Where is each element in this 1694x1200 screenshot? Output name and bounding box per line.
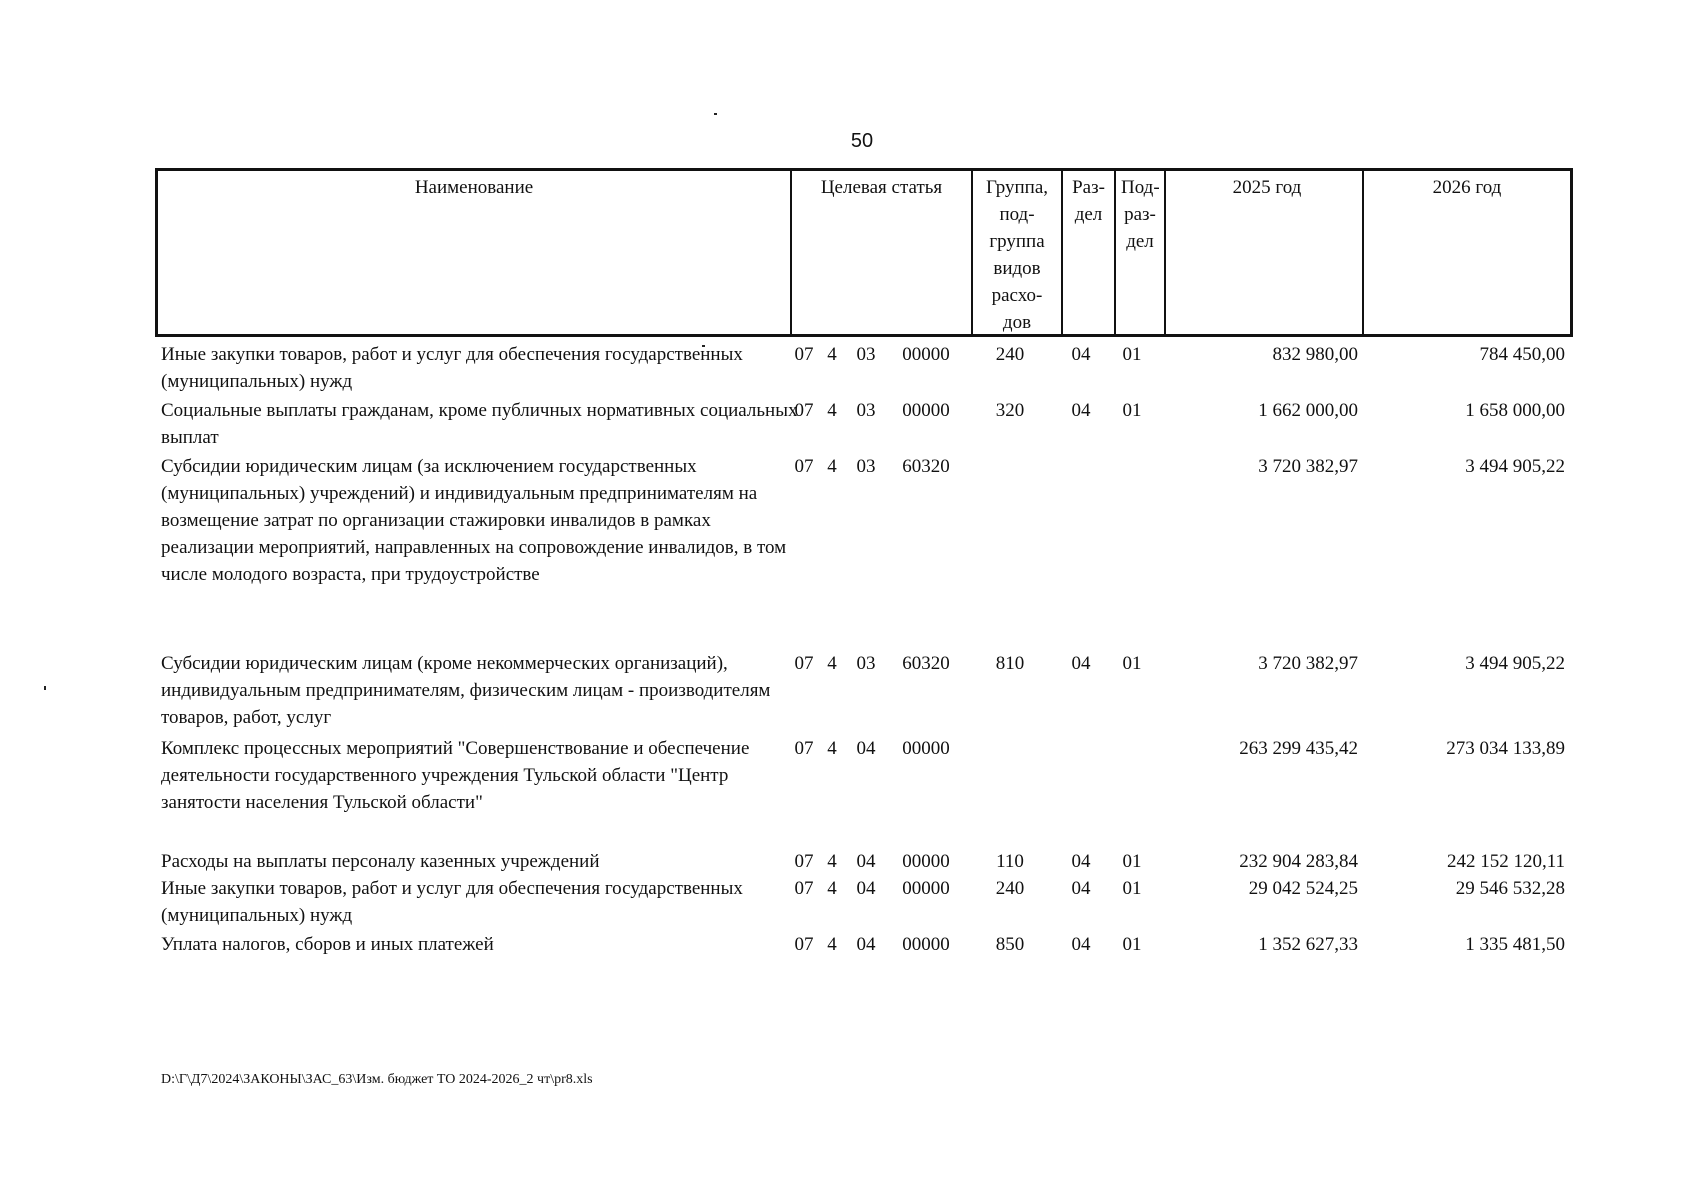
row-razdel: 04 xyxy=(1071,878,1091,899)
row-2025: 263 299 435,42 xyxy=(1239,738,1358,759)
file-path-footer: D:\Г\Д7\2024\ЗАКОНЫ\ЗАС_63\Изм. бюджет ТО 2024-2026_2 чт\pr8.xls xyxy=(161,1072,593,1087)
row-target-direction: 60320 xyxy=(902,456,950,477)
row-target-direction: 00000 xyxy=(902,344,950,365)
row-2025: 3 720 382,97 xyxy=(1258,456,1358,477)
row-group: 240 xyxy=(995,344,1025,365)
row-podrazdel: 01 xyxy=(1122,934,1142,955)
row-target-type: 4 xyxy=(827,738,837,759)
scan-speck xyxy=(714,113,717,115)
row-name: Иные закупки товаров, работ и услуг для обеспечения государственных (муниципальных) нужд xyxy=(161,878,743,926)
row-target-direction: 00000 xyxy=(902,400,950,421)
row-2026: 29 546 532,28 xyxy=(1455,878,1565,899)
row-target-structure: 03 xyxy=(856,653,876,674)
row-target-program: 07 xyxy=(794,738,814,759)
row-podrazdel: 01 xyxy=(1122,344,1142,365)
header-group: Группа, под- группа видов расхо- дов xyxy=(971,171,1061,334)
row-podrazdel: 01 xyxy=(1122,400,1142,421)
row-2025: 832 980,00 xyxy=(1272,344,1358,365)
row-target-type: 4 xyxy=(827,878,837,899)
row-target-structure: 03 xyxy=(856,456,876,477)
row-2026: 3 494 905,22 xyxy=(1465,653,1565,674)
row-group: 810 xyxy=(995,653,1025,674)
row-2026: 1 335 481,50 xyxy=(1465,934,1565,955)
row-group: 850 xyxy=(995,934,1025,955)
row-target-type: 4 xyxy=(827,653,837,674)
row-target-structure: 03 xyxy=(856,344,876,365)
row-target-direction: 60320 xyxy=(902,653,950,674)
row-group: 240 xyxy=(995,878,1025,899)
row-name: Субсидии юридическим лицам (кроме некоммерческих организаций), индивидуальным предпринимателям, физическим лицам - производителям товаров, работ, услуг xyxy=(161,653,771,728)
row-2025: 1 662 000,00 xyxy=(1258,400,1358,421)
row-2026: 242 152 120,11 xyxy=(1446,851,1565,872)
header-2026: 2026 год xyxy=(1362,171,1570,334)
row-target-structure: 04 xyxy=(856,878,876,899)
row-name: Социальные выплаты гражданам, кроме публичных нормативных социальных выплат xyxy=(161,400,798,448)
row-2026: 1 658 000,00 xyxy=(1465,400,1565,421)
row-name: Иные закупки товаров, работ и услуг для обеспечения государственных (муниципальных) нужд xyxy=(161,344,743,392)
header-2025: 2025 год xyxy=(1164,171,1368,334)
row-name: Комплекс процессных мероприятий "Совершенствование и обеспечение деятельности государственного учреждения Тульской области "Центр занятости населения Тульской области" xyxy=(161,738,750,813)
row-target-structure: 04 xyxy=(856,738,876,759)
row-razdel: 04 xyxy=(1071,653,1091,674)
row-target-type: 4 xyxy=(827,851,837,872)
row-name: Субсидии юридическим лицам (за исключением государственных (муниципальных) учреждений) и индивидуальным предпринимателям на возмещение затрат по организации стажировки инвалидов в рамках реализации мероприятий, направленных на сопровождение инвалидов, в том числе молодого возраста, при трудоустройстве xyxy=(161,456,787,585)
header-podrazdel: Под- раз- дел xyxy=(1114,171,1164,334)
row-target-program: 07 xyxy=(794,934,814,955)
scan-speck xyxy=(44,686,46,690)
row-razdel: 04 xyxy=(1071,400,1091,421)
row-name: Расходы на выплаты персоналу казенных учреждений xyxy=(161,851,600,872)
row-target-direction: 00000 xyxy=(902,851,950,872)
row-target-program: 07 xyxy=(794,456,814,477)
row-target-type: 4 xyxy=(827,456,837,477)
row-target-direction: 00000 xyxy=(902,738,950,759)
table-header xyxy=(155,168,1573,337)
header-razdel: Раз- дел xyxy=(1061,171,1114,334)
row-2025: 3 720 382,97 xyxy=(1258,653,1358,674)
row-2026: 273 034 133,89 xyxy=(1446,738,1565,759)
row-podrazdel: 01 xyxy=(1122,878,1142,899)
row-2025: 232 904 283,84 xyxy=(1239,851,1358,872)
row-target-structure: 03 xyxy=(856,400,876,421)
row-target-type: 4 xyxy=(827,400,837,421)
row-target-structure: 04 xyxy=(856,851,876,872)
row-name: Уплата налогов, сборов и иных платежей xyxy=(161,934,494,955)
row-2026: 784 450,00 xyxy=(1479,344,1565,365)
row-group: 320 xyxy=(995,400,1025,421)
header-target: Целевая статья xyxy=(790,171,971,334)
row-target-program: 07 xyxy=(794,851,814,872)
row-2026: 3 494 905,22 xyxy=(1465,456,1565,477)
row-target-type: 4 xyxy=(827,344,837,365)
row-target-type: 4 xyxy=(827,934,837,955)
row-razdel: 04 xyxy=(1071,934,1091,955)
header-name: Наименование xyxy=(414,177,534,198)
row-2025: 29 042 524,25 xyxy=(1248,878,1358,899)
row-razdel: 04 xyxy=(1071,344,1091,365)
row-podrazdel: 01 xyxy=(1122,851,1142,872)
row-target-direction: 00000 xyxy=(902,934,950,955)
row-target-program: 07 xyxy=(794,653,814,674)
row-razdel: 04 xyxy=(1071,851,1091,872)
row-target-program: 07 xyxy=(794,400,814,421)
row-target-structure: 04 xyxy=(856,934,876,955)
row-target-direction: 00000 xyxy=(902,878,950,899)
row-podrazdel: 01 xyxy=(1122,653,1142,674)
row-2025: 1 352 627,33 xyxy=(1258,934,1358,955)
row-group: 110 xyxy=(996,851,1024,872)
row-target-program: 07 xyxy=(794,878,814,899)
page-number: 50 xyxy=(850,130,874,152)
row-target-program: 07 xyxy=(794,344,814,365)
